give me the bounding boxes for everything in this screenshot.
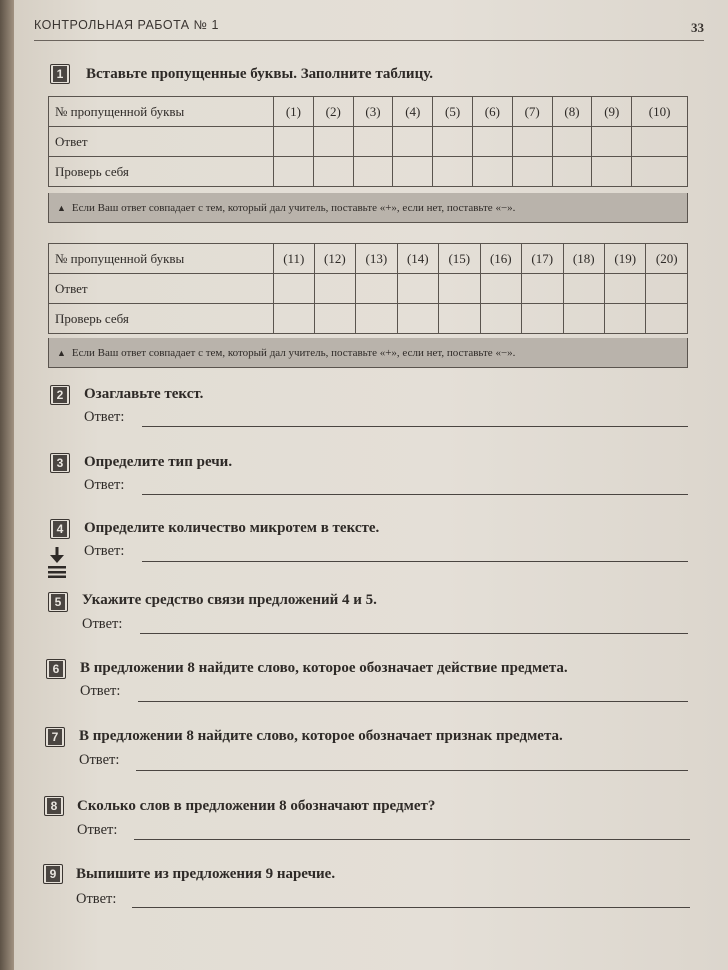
answer-cell[interactable] — [397, 274, 438, 304]
answer-cell[interactable] — [313, 127, 353, 157]
table-column-header: (1) — [274, 97, 314, 127]
task-7-answer-line[interactable] — [136, 770, 688, 771]
answer-cell[interactable] — [563, 274, 604, 304]
table-column-header: (3) — [353, 97, 393, 127]
task-2-number-badge: 2 — [50, 385, 70, 405]
answer-cell[interactable] — [353, 127, 393, 157]
table-row-label: Проверь себя — [49, 157, 274, 187]
table-header-label: № пропущенной буквы — [49, 244, 274, 274]
task-4-answer-line[interactable] — [142, 561, 688, 562]
table-column-header: (9) — [592, 97, 632, 127]
task-3-answer-label: Ответ: — [84, 477, 125, 493]
table-row-label: Ответ — [49, 274, 274, 304]
task-9-text: Выпишите из предложения 9 наречие. — [76, 866, 336, 882]
table-column-header: (2) — [313, 97, 353, 127]
page-title: КОНТРОЛЬНАЯ РАБОТА № 1 — [34, 18, 219, 32]
check-cell[interactable] — [592, 157, 632, 187]
answer-cell[interactable] — [356, 274, 397, 304]
check-cell[interactable] — [313, 157, 353, 187]
letters-table-1 — [48, 96, 688, 187]
check-cell[interactable] — [353, 157, 393, 187]
download-arrow-icon — [46, 546, 68, 578]
table-column-header: (20) — [646, 244, 688, 274]
task-3-number-badge: 3 — [50, 453, 70, 473]
task-6-number-badge: 6 — [46, 659, 66, 679]
table-row-check — [49, 157, 688, 187]
table-header-row — [49, 244, 688, 274]
check-cell[interactable] — [512, 157, 552, 187]
answer-cell[interactable] — [393, 127, 433, 157]
table-2-note-text: Если Ваш ответ совпадает с тем, который дал учитель, поставьте «+», если нет, поставьте «−». — [71, 347, 516, 359]
page-header — [34, 18, 704, 41]
answer-cell[interactable] — [646, 274, 688, 304]
table-column-header: (12) — [314, 244, 355, 274]
table-1-note — [48, 193, 688, 223]
check-cell[interactable] — [552, 157, 592, 187]
table-column-header: (10) — [632, 97, 688, 127]
letters-table-2 — [48, 243, 688, 334]
table-row-label: Проверь себя — [49, 304, 274, 334]
answer-cell[interactable] — [522, 274, 563, 304]
answer-cell[interactable] — [604, 274, 645, 304]
task-4-text: Определите количество микротем в тексте. — [84, 520, 380, 536]
task-7-number-badge: 7 — [45, 727, 65, 747]
task-3-text: Определите тип речи. — [84, 454, 233, 470]
table-column-header: (16) — [480, 244, 521, 274]
check-cell[interactable] — [480, 304, 521, 334]
check-cell[interactable] — [522, 304, 563, 334]
answer-cell[interactable] — [274, 274, 315, 304]
task-1-text: Вставьте пропущенные буквы. Заполните таблицу. — [86, 66, 433, 82]
triangle-icon: ▲ — [57, 203, 66, 213]
table-column-header: (17) — [522, 244, 563, 274]
triangle-icon: ▲ — [57, 348, 66, 358]
answer-cell[interactable] — [512, 127, 552, 157]
check-cell[interactable] — [433, 157, 473, 187]
check-cell[interactable] — [274, 304, 315, 334]
task-2-text: Озаглавьте текст. — [84, 386, 204, 402]
table-column-header: (5) — [433, 97, 473, 127]
table-column-header: (13) — [356, 244, 397, 274]
check-cell[interactable] — [646, 304, 688, 334]
task-9-answer-label: Ответ: — [76, 891, 117, 907]
task-5-answer-line[interactable] — [140, 633, 688, 634]
check-cell[interactable] — [356, 304, 397, 334]
task-5-answer-label: Ответ: — [82, 616, 123, 632]
check-cell[interactable] — [397, 304, 438, 334]
task-6-answer-line[interactable] — [138, 701, 688, 702]
workbook-page — [14, 0, 728, 970]
task-5-number-badge: 5 — [48, 592, 68, 612]
check-cell[interactable] — [439, 304, 480, 334]
answer-cell[interactable] — [632, 127, 688, 157]
check-cell[interactable] — [604, 304, 645, 334]
task-7-text: В предложении 8 найдите слово, которое обозначает признак предмета. — [79, 728, 563, 744]
page-number: 33 — [691, 20, 704, 35]
answer-cell[interactable] — [472, 127, 512, 157]
table-column-header: (11) — [274, 244, 315, 274]
check-cell[interactable] — [393, 157, 433, 187]
table-1-note-text: Если Ваш ответ совпадает с тем, который дал учитель, поставьте «+», если нет, поставьте «−». — [71, 202, 516, 214]
check-cell[interactable] — [274, 157, 314, 187]
table-row-answer — [49, 127, 688, 157]
task-4-number-badge: 4 — [50, 519, 70, 539]
answer-cell[interactable] — [274, 127, 314, 157]
task-2-answer-line[interactable] — [142, 426, 688, 427]
check-cell[interactable] — [472, 157, 512, 187]
table-column-header: (15) — [439, 244, 480, 274]
table-column-header: (14) — [397, 244, 438, 274]
check-cell[interactable] — [563, 304, 604, 334]
table-column-header: (7) — [512, 97, 552, 127]
table-row-check — [49, 304, 688, 334]
answer-cell[interactable] — [592, 127, 632, 157]
check-cell[interactable] — [632, 157, 688, 187]
table-column-header: (6) — [472, 97, 512, 127]
table-row-label: Ответ — [49, 127, 274, 157]
task-5-text: Укажите средство связи предложений 4 и 5. — [82, 592, 377, 608]
answer-cell[interactable] — [314, 274, 355, 304]
check-cell[interactable] — [314, 304, 355, 334]
book-spine — [0, 0, 14, 970]
task-9-answer-line[interactable] — [132, 907, 690, 908]
answer-cell[interactable] — [480, 274, 521, 304]
task-6-answer-label: Ответ: — [80, 683, 121, 699]
task-9-number-badge: 9 — [43, 864, 63, 884]
table-row-answer — [49, 274, 688, 304]
task-3-answer-line[interactable] — [142, 494, 688, 495]
table-header-label: № пропущенной буквы — [49, 97, 274, 127]
task-6-text: В предложении 8 найдите слово, которое обозначает действие предмета. — [80, 660, 568, 676]
table-column-header: (19) — [604, 244, 645, 274]
table-column-header: (4) — [393, 97, 433, 127]
task-8-text: Сколько слов в предложении 8 обозначают предмет? — [77, 798, 436, 814]
answer-cell[interactable] — [552, 127, 592, 157]
table-2-note — [48, 338, 688, 368]
task-7-answer-label: Ответ: — [79, 752, 120, 768]
table-column-header: (8) — [552, 97, 592, 127]
task-1-number-badge: 1 — [50, 64, 70, 84]
table-header-row — [49, 97, 688, 127]
table-column-header: (18) — [563, 244, 604, 274]
task-8-number-badge: 8 — [44, 796, 64, 816]
answer-cell[interactable] — [439, 274, 480, 304]
task-4-answer-label: Ответ: — [84, 543, 125, 559]
task-2-answer-label: Ответ: — [84, 409, 125, 425]
answer-cell[interactable] — [433, 127, 473, 157]
task-8-answer-line[interactable] — [134, 839, 690, 840]
task-8-answer-label: Ответ: — [77, 822, 118, 838]
